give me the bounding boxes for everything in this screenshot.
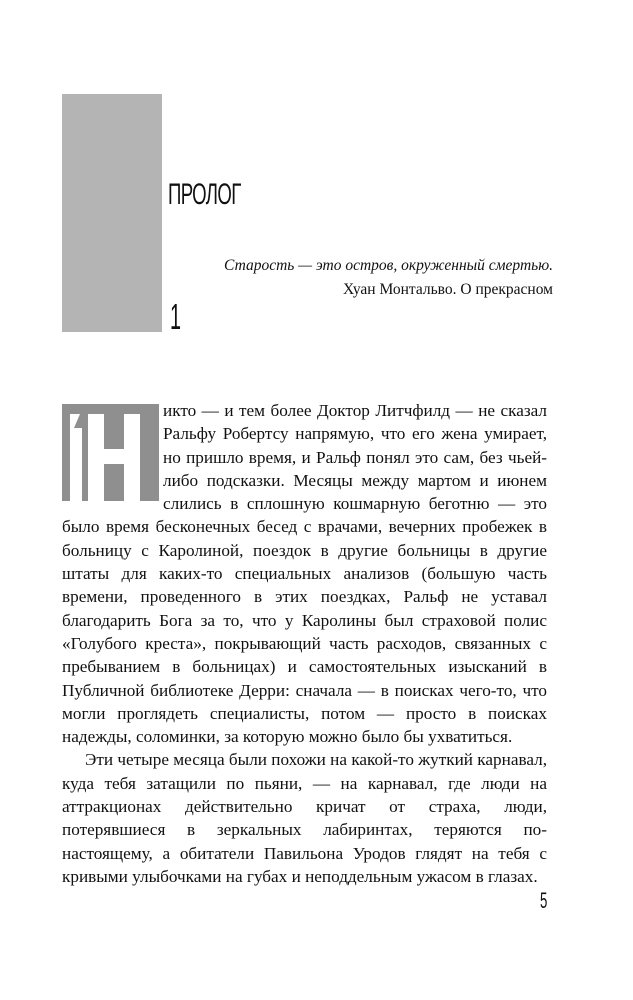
epigraph-attribution: Хуан Монтальво. О прекрасном [343,281,553,298]
paragraph: икто — и тем более Доктор Литчфилд — не сказал Ральфу Робертсу напрямую, что его жена умирает, но пришло время, и Ральф понял это сам, без чьей-либо подсказки. Месяцы между мартом и июнем слились в сплошную кошмарную беготню — это было время бесконечных бесед с врачами, вечерних пробежек в больницу с Каролиной, поездок в другие больницы в другие штаты для каких-то специальных анализов (большую часть времени, проведенного в этих поездках, Ральф не уставал благодарить Бога за то, что у Каролины был страховой полис «Голубого креста», покрывающий часть расходов, связанных с пребыванием в больницах) и самостоятельных изысканий в Публичной библиотеке Дерри: сначала — в поисках чего-то, что могли проглядеть специалисты, потом — просто в поисках надежды, соломинки, за которую можно было бы ухватиться. [62,401,547,747]
chapter-header-block [62,94,162,332]
drop-cap-spacer [62,399,163,511]
chapter-number: 1 [170,296,182,337]
chapter-body [62,399,547,888]
epigraph-quote: Старость — это остров, окруженный смертью. [224,257,553,274]
epigraph [224,254,553,302]
page-number: 5 [540,888,548,913]
chapter-title: ПРОЛОГ [168,178,241,211]
paragraph: Эти четыре месяца были похожи на какой-то жуткий карнавал, куда тебя затащили по пьяни, — на карнавал, где люди на аттракционах действительно кричат от страха, люди, потерявшиеся в зеркальных лабиринтах, теряются по-настоящему, а обитатели Павильона Уродов глядят на тебя с кривыми улыбочками на губах и неподдельным ужасом в глазах. [62,750,547,886]
